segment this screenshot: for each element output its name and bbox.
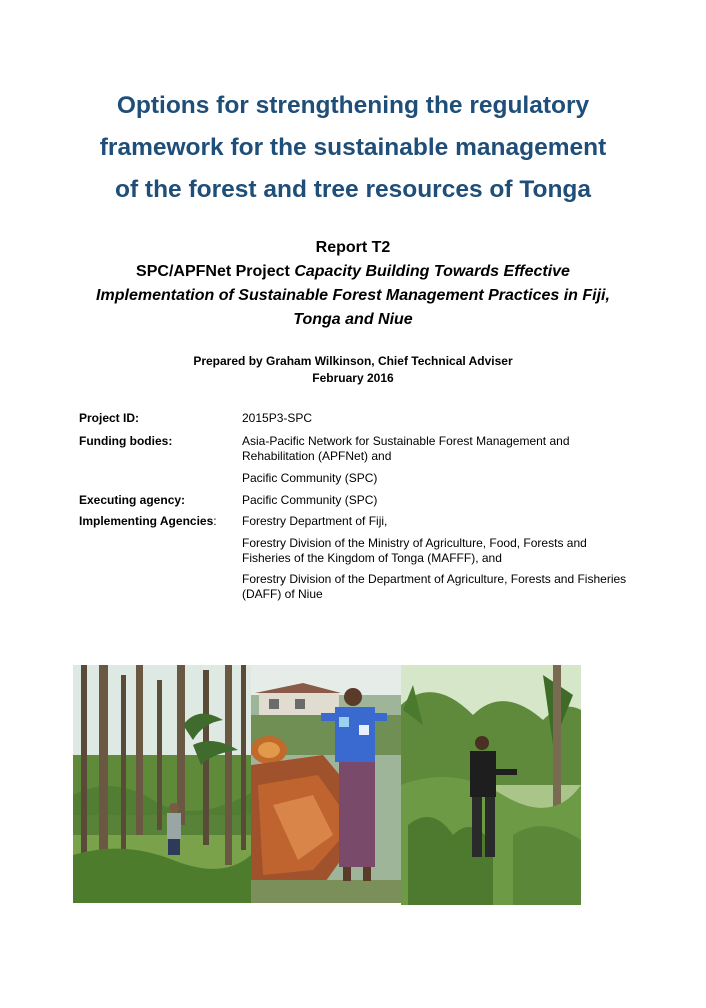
- executing-label: Executing agency:: [79, 493, 186, 507]
- title-line-2: framework for the sustainable management: [99, 134, 607, 161]
- executing-value: Pacific Community (SPC): [242, 493, 378, 507]
- implementing-label-colon: :: [213, 514, 217, 528]
- implementing-value-3: Forestry Division of the Department of Agriculture, Forests and Fisheries (DAFF) of Niue: [242, 572, 627, 601]
- title-line-1: Options for strengthening the regulatory: [116, 92, 590, 119]
- project-id-value: 2015P3-SPC: [242, 411, 313, 425]
- forest-photo: [73, 665, 251, 903]
- project-prefix: SPC/APFNet Project: [136, 263, 295, 280]
- report-heading: [40, 236, 666, 332]
- implementing-value-2: Forestry Division of the Ministry of Agriculture, Food, Forests and Fisheries of the Kingdom of Tonga (MAFFF), and: [242, 536, 587, 565]
- funding-label: Funding bodies:: [79, 434, 173, 448]
- prepared-by-block: [40, 353, 666, 387]
- implementing-label: [79, 514, 239, 529]
- project-title-part-3: Tonga and Niue: [293, 311, 413, 328]
- project-title-part-1: Capacity Building Towards Effective: [294, 263, 570, 280]
- cover-photos: [73, 665, 581, 905]
- title-line-3: of the forest and tree resources of Tonga: [114, 176, 591, 203]
- undergrowth-photo: [401, 665, 581, 905]
- funding-value-1: Asia-Pacific Network for Sustainable Forest Management and Rehabilitation (APFNet) and: [242, 434, 570, 463]
- project-id-label: Project ID:: [79, 411, 140, 425]
- prepared-by: Prepared by Graham Wilkinson, Chief Technical Adviser: [193, 354, 513, 368]
- document-title: [40, 85, 666, 211]
- funding-value-2: Pacific Community (SPC): [242, 471, 378, 485]
- timber-photo: [251, 665, 401, 903]
- report-number: Report T2: [315, 239, 391, 256]
- project-line-1: [40, 260, 666, 284]
- project-title-part-2: Implementation of Sustainable Forest Management Practices in Fiji,: [96, 287, 610, 304]
- cover-photo-strip: [73, 665, 581, 905]
- implementing-label-text: Implementing Agencies: [79, 514, 214, 528]
- report-date: February 2016: [312, 371, 394, 385]
- implementing-value-1: Forestry Department of Fiji,: [242, 514, 388, 528]
